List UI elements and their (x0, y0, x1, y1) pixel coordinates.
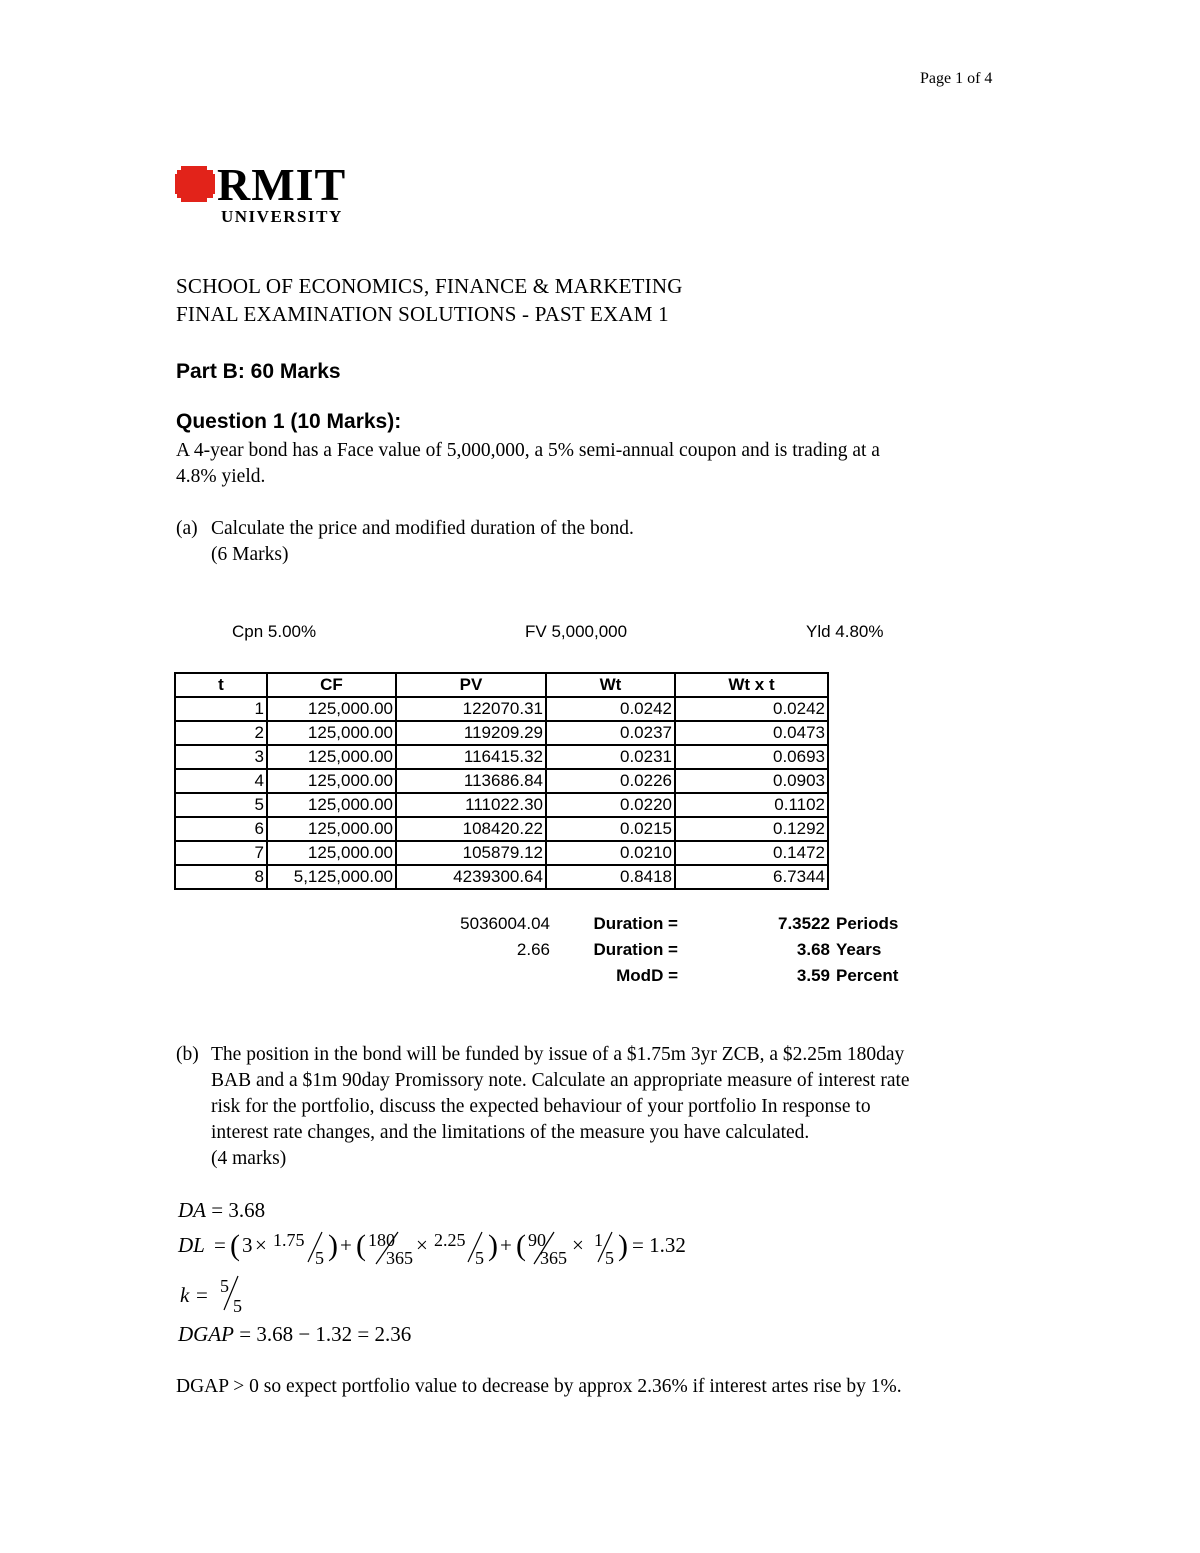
dl-term1-den: 5 (315, 1248, 324, 1268)
yield-param: Yld 4.80% (806, 622, 884, 641)
dl-term1-num: 1.75 (273, 1230, 305, 1250)
table-row (175, 745, 828, 769)
dgap-symbol: DGAP (178, 1322, 234, 1346)
k-equals: = (196, 1283, 208, 1307)
price-per-100: 2.66 (516, 940, 550, 959)
coupon-param: Cpn 5.00% (232, 622, 317, 641)
dl-term2-den: 365 (386, 1248, 413, 1268)
school-heading: SCHOOL OF ECONOMICS, FINANCE & MARKETING (176, 274, 683, 298)
table-cell: 0.0473 (675, 721, 828, 745)
part-a-label: (a) (176, 518, 198, 539)
part-b-marks: (4 marks) (211, 1148, 287, 1169)
table-cell: 5 (175, 793, 267, 817)
table-cell: 122070.31 (396, 697, 546, 721)
table-cell: 1 (175, 697, 267, 721)
paren-close-1: ) (328, 1229, 338, 1262)
da-value: = 3.68 (211, 1198, 266, 1222)
table-cell: 8 (175, 865, 267, 889)
table-row (175, 793, 828, 817)
column-header: CF (267, 673, 396, 697)
duration-years-unit: Years (836, 940, 882, 959)
table-cell: 0.8418 (546, 865, 675, 889)
paren-open-3: ( (516, 1229, 526, 1262)
page-number: Page 1 of 4 (920, 70, 993, 87)
part-b-line-4: interest rate changes, and the limitations of the measure you have calculated. (211, 1122, 810, 1143)
table-cell: 125,000.00 (267, 769, 396, 793)
k-den: 5 (233, 1296, 242, 1316)
table-cell: 111022.30 (396, 793, 546, 817)
part-b-label: (b) (176, 1044, 199, 1065)
dl-term2-b: 2.25 (434, 1230, 466, 1250)
part-b-line-1: The position in the bond will be funded by issue of a $1.75m 3yr ZCB, a $2.25m 180day (211, 1044, 905, 1065)
paren-close-3: ) (618, 1229, 628, 1262)
table-header-row (175, 673, 828, 697)
duration-periods-value: 7.3522 (778, 914, 830, 933)
plus-sign-1: + (340, 1233, 352, 1257)
times-sign-2: × (416, 1233, 428, 1257)
table-cell: 116415.32 (396, 745, 546, 769)
dl-term2-num: 180 (368, 1230, 395, 1250)
table-cell: 0.0242 (675, 697, 828, 721)
table-cell: 7 (175, 841, 267, 865)
table-cell: 0.1102 (675, 793, 828, 817)
dl-term2-den2: 5 (475, 1248, 484, 1268)
duration-years-label: Duration = (593, 940, 678, 959)
university-logo (175, 160, 365, 235)
table-body (175, 697, 828, 889)
table-cell: 5,125,000.00 (267, 865, 396, 889)
table-cell: 4 (175, 769, 267, 793)
part-b-line-2: BAB and a $1m 90day Promissory note. Calculate an appropriate measure of interest rate (211, 1070, 910, 1091)
table-cell: 125,000.00 (267, 841, 396, 865)
duration-years-value: 3.68 (796, 940, 830, 959)
dl-term3-den: 365 (540, 1248, 567, 1268)
modified-duration-value: 3.59 (796, 966, 830, 985)
table-cell: 119209.29 (396, 721, 546, 745)
part-a-marks: (6 Marks) (211, 544, 289, 565)
table-cell: 108420.22 (396, 817, 546, 841)
dl-symbol: DL (178, 1233, 205, 1257)
exam-heading: FINAL EXAMINATION SOLUTIONS - PAST EXAM 1 (176, 302, 669, 326)
table-cell: 0.0210 (546, 841, 675, 865)
logo-wordmark: RMIT (217, 159, 347, 210)
table-cell: 113686.84 (396, 769, 546, 793)
dl-term3-den2: 5 (605, 1248, 614, 1268)
k-equation (176, 1272, 296, 1318)
table-cell: 4239300.64 (396, 865, 546, 889)
face-value-param: FV 5,000,000 (525, 622, 628, 641)
duration-periods-unit: Periods (836, 914, 899, 933)
table-cell: 125,000.00 (267, 697, 396, 721)
dl-term3-b: 1 (594, 1230, 603, 1250)
table-row (175, 817, 828, 841)
dl-equals: = (214, 1233, 226, 1257)
table-cell: 0.0237 (546, 721, 675, 745)
k-symbol: k (180, 1283, 190, 1307)
plus-sign-2: + (500, 1233, 512, 1257)
table-cell: 0.0231 (546, 745, 675, 769)
bond-cashflow-table (174, 672, 829, 890)
table-cell: 0.0903 (675, 769, 828, 793)
table-cell: 0.0242 (546, 697, 675, 721)
table-cell: 0.0220 (546, 793, 675, 817)
table-cell: 6 (175, 817, 267, 841)
logo-subtitle: UNIVERSITY (221, 207, 343, 226)
times-sign-3: × (572, 1233, 584, 1257)
paren-open-1: ( (230, 1229, 240, 1262)
table-row (175, 697, 828, 721)
table-cell: 125,000.00 (267, 793, 396, 817)
k-num: 5 (220, 1276, 229, 1296)
part-heading: Part B: 60 Marks (176, 360, 341, 383)
rmit-pixel-logo-icon (175, 164, 215, 204)
table-cell: 6.7344 (675, 865, 828, 889)
paren-open-2: ( (356, 1229, 366, 1262)
modified-duration-label: ModD = (616, 966, 678, 985)
column-header: t (175, 673, 267, 697)
da-equation (178, 1198, 265, 1223)
dgap-value: = 3.68 − 1.32 = 2.36 (239, 1322, 412, 1346)
table-row (175, 865, 828, 889)
table-cell: 0.0226 (546, 769, 675, 793)
modified-duration-unit: Percent (836, 966, 899, 985)
table-cell: 125,000.00 (267, 817, 396, 841)
table-cell: 2 (175, 721, 267, 745)
duration-periods-label: Duration = (593, 914, 678, 933)
dl-equation (176, 1222, 736, 1274)
dl-term1-a: 3 (242, 1233, 253, 1257)
total-pv: 5036004.04 (460, 914, 550, 933)
table-row (175, 769, 828, 793)
dl-result: = 1.32 (632, 1233, 686, 1257)
paren-close-2: ) (488, 1229, 498, 1262)
part-a-text: Calculate the price and modified duration of the bond. (211, 518, 634, 539)
bond-parameters (232, 622, 932, 646)
table-cell: 0.0693 (675, 745, 828, 769)
column-header: Wt x t (675, 673, 828, 697)
part-b-line-3: risk for the portfolio, discuss the expected behaviour of your portfolio In response to (211, 1096, 871, 1117)
dl-term3-num: 90 (528, 1230, 546, 1250)
table-cell: 0.0215 (546, 817, 675, 841)
question-text-line-2: 4.8% yield. (176, 466, 266, 487)
table-row (175, 721, 828, 745)
table-cell: 125,000.00 (267, 745, 396, 769)
question-text-line-1: A 4-year bond has a Face value of 5,000,000, a 5% semi-annual coupon and is trading at a (176, 440, 880, 461)
table-row (175, 841, 828, 865)
column-header: PV (396, 673, 546, 697)
table-cell: 3 (175, 745, 267, 769)
table-cell: 0.1292 (675, 817, 828, 841)
conclusion-text: DGAP > 0 so expect portfolio value to decrease by approx 2.36% if interest artes rise by 1%. (176, 1376, 902, 1397)
da-symbol: DA (178, 1198, 206, 1222)
question-title: Question 1 (10 Marks): (176, 410, 402, 433)
table-cell: 105879.12 (396, 841, 546, 865)
times-sign-1: × (255, 1233, 267, 1257)
column-header: Wt (546, 673, 675, 697)
dgap-equation (178, 1322, 411, 1347)
table-cell: 125,000.00 (267, 721, 396, 745)
table-cell: 0.1472 (675, 841, 828, 865)
